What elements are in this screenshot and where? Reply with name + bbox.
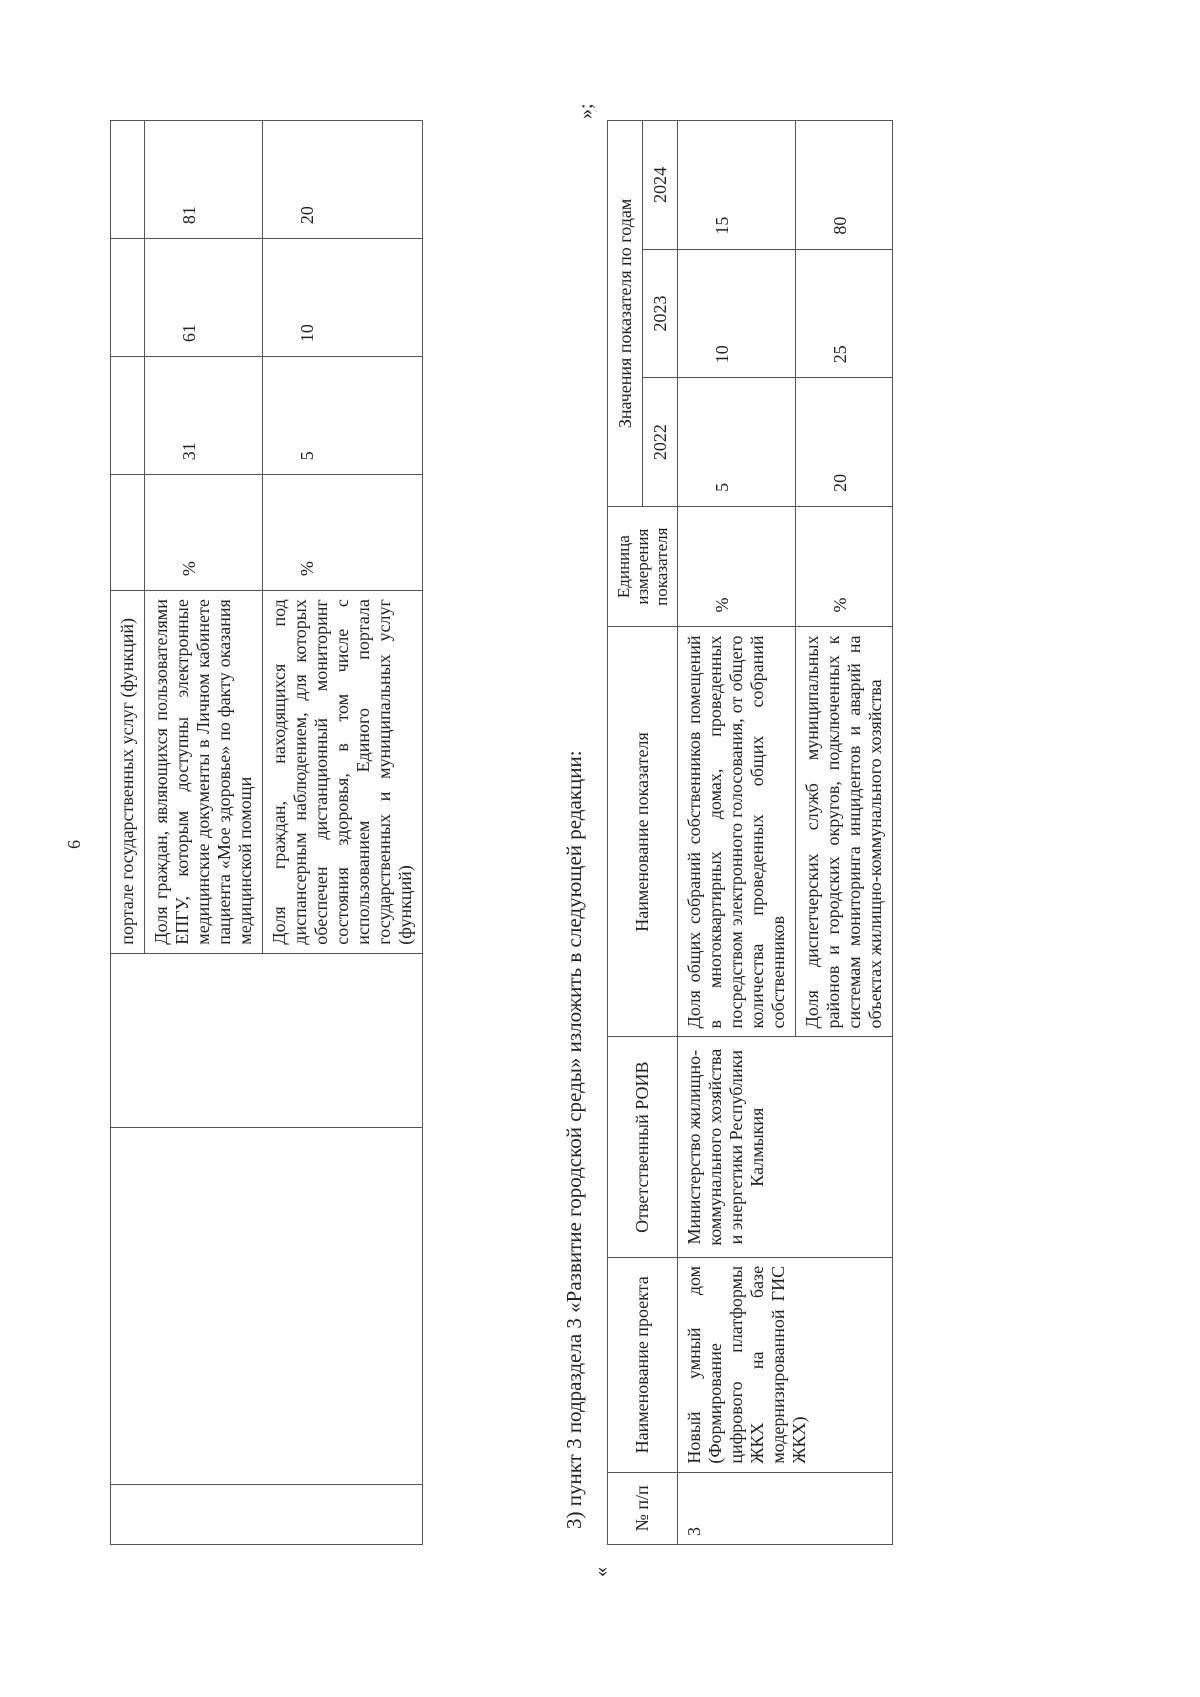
empty-cell <box>111 357 145 475</box>
table-row <box>678 121 796 1545</box>
empty-cell <box>111 121 145 239</box>
empty-cell <box>111 1128 423 1485</box>
urban-environment-table <box>607 120 893 1545</box>
header-row <box>608 121 643 1545</box>
indicator-name-cell: Доля общих собраний собственников помещений в многоквартирных домах, проведенных посредством электронного голосования, от общего количества проведенных общих собраний собственников <box>678 627 796 1037</box>
value-2022-cell: 31 <box>145 357 263 475</box>
header-year-2024: 2024 <box>643 121 678 250</box>
continued-indicators-table <box>110 120 423 1545</box>
empty-cell <box>111 1485 423 1545</box>
value-2024-cell: 15 <box>678 121 796 250</box>
indicator-name-cell: Доля диспетчерских служб муниципальных районов и городских округов, подключенных к системам мониторинга инцидентов и аварий на объектах жилищно-коммунального хозяйства <box>796 627 893 1037</box>
amendment-intro-text: 3) пункт 3 подраздела 3 «Развитие городской среды» изложить в следующей редакции: <box>562 750 586 1529</box>
header-indicator: Наименование показателя <box>608 627 678 1037</box>
value-2022-cell: 5 <box>678 378 796 507</box>
empty-cell <box>111 953 423 1127</box>
roiv-cell: Министерство жилищно-коммунального хозяйства и энергетики Республики Калмыкия <box>678 1037 893 1257</box>
closing-quote: »; <box>575 103 597 119</box>
empty-cell <box>111 239 145 357</box>
value-2024-cell: 81 <box>145 121 263 239</box>
page-number: 6 <box>64 840 84 849</box>
header-year-2022: 2022 <box>643 378 678 507</box>
value-2023-cell: 10 <box>678 249 796 378</box>
header-num: № п/п <box>608 1472 678 1544</box>
header-year-2023: 2023 <box>643 249 678 378</box>
value-2022-cell: 20 <box>796 378 893 507</box>
continuation-cell: портале государственных услуг (функций) <box>111 591 145 954</box>
opening-quote: « <box>590 1567 612 1577</box>
project-name-cell: Новый умный дом (Формирование цифрового платформы ЖКХ на базе модернизированной ГИС ЖКХ) <box>678 1257 893 1472</box>
header-unit: Единица измерения показателя <box>608 506 678 627</box>
indicator-name-cell: Доля граждан, являющихся пользователями ЕПГУ, которым доступны электронные медицинские документы в Личном кабинете пациента «Мое здоровье» по факту оказания медицинской помощи <box>145 591 263 954</box>
unit-cell: % <box>796 506 893 627</box>
unit-cell: % <box>145 475 263 591</box>
value-2022-cell: 5 <box>263 357 423 475</box>
unit-cell: % <box>678 506 796 627</box>
unit-cell: % <box>263 475 423 591</box>
row-number-cell: 3 <box>678 1472 893 1544</box>
value-2023-cell: 10 <box>263 239 423 357</box>
value-2023-cell: 25 <box>796 249 893 378</box>
value-2024-cell: 20 <box>263 121 423 239</box>
indicator-name-cell: Доля граждан, находящихся под диспансерным наблюдением, для которых обеспечен дистанционный мониторинг состояния здоровья, в том числе с использованием Единого портала государственных и муниципальных услуг (функций) <box>263 591 423 954</box>
header-roiv: Ответственный РОИВ <box>608 1037 678 1257</box>
value-2023-cell: 61 <box>145 239 263 357</box>
table-row <box>111 121 145 1545</box>
value-2024-cell: 80 <box>796 121 893 250</box>
empty-cell <box>111 475 145 591</box>
header-project: Наименование проекта <box>608 1257 678 1472</box>
header-values-group: Значения показателя по годам <box>608 121 643 507</box>
